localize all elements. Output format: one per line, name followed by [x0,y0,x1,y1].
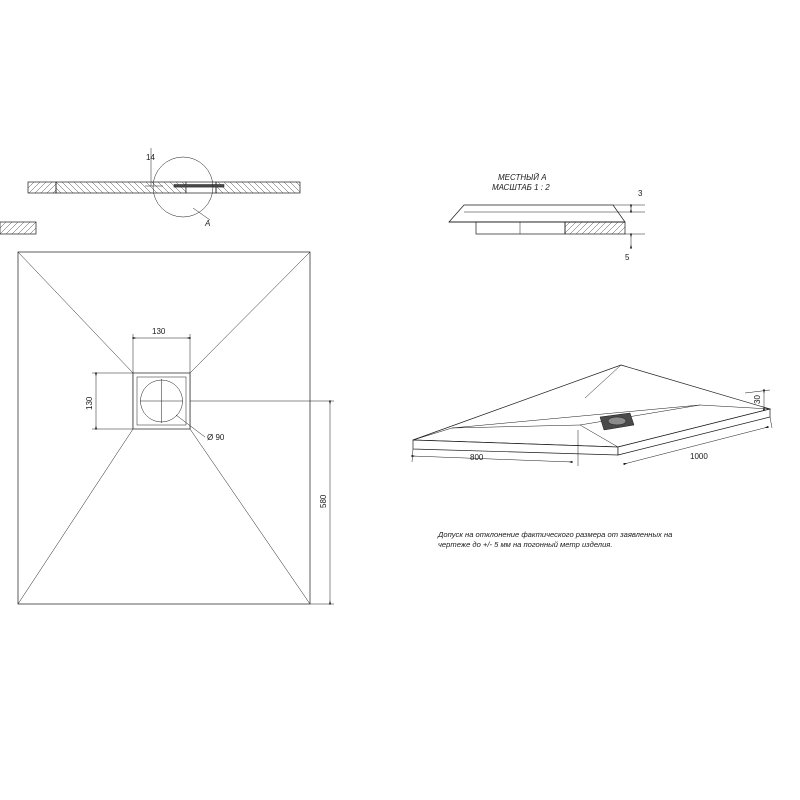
detail-a-title-line1: МЕСТНЫЙ A [498,173,547,182]
dim-drain-height-label: 130 [85,396,94,410]
detail-label-a: A [205,219,211,228]
dim-5-label: 5 [625,253,630,262]
view-section-top [28,148,300,228]
dim-diameter-label: Ø 90 [207,433,225,442]
section-drain-zone [186,182,216,193]
view-isometric [412,365,772,466]
section-drain-slot [174,185,224,188]
dim-drain-width-label: 130 [152,327,166,336]
dim-800-ext1 [412,449,413,462]
dim-thickness-label: 14 [146,153,155,162]
detail-a-title-line2: МАСШТАБ 1 : 2 [492,183,550,192]
dim-30-label: 30 [753,395,762,404]
dim-1000-label: 1000 [690,452,708,461]
detail-a-left-hatch [0,222,36,234]
detail-a-mid-block [476,222,565,234]
dim-800-line [412,456,572,462]
dim-30-ext1 [745,390,770,393]
dim-1000-ext1 [770,417,772,428]
tolerance-note-line1: Допуск на отклонение фактического размера от заявленных на [438,530,673,539]
dim-800-label: 800 [470,453,484,462]
view-plan [18,252,334,604]
section-body-left [56,182,186,193]
iso-drain-circle [608,417,626,425]
dim-3-label: 3 [638,189,643,198]
detail-a-profile [449,205,625,222]
tolerance-note [437,530,672,549]
tolerance-note-line2: чертеже до +/- 5 мм на погонный метр изделия. [438,540,613,549]
section-left-hatch [28,182,56,193]
detail-a-right-hatch [565,222,625,234]
dim-overall-height-label: 580 [319,494,328,508]
section-body-right [216,182,300,193]
